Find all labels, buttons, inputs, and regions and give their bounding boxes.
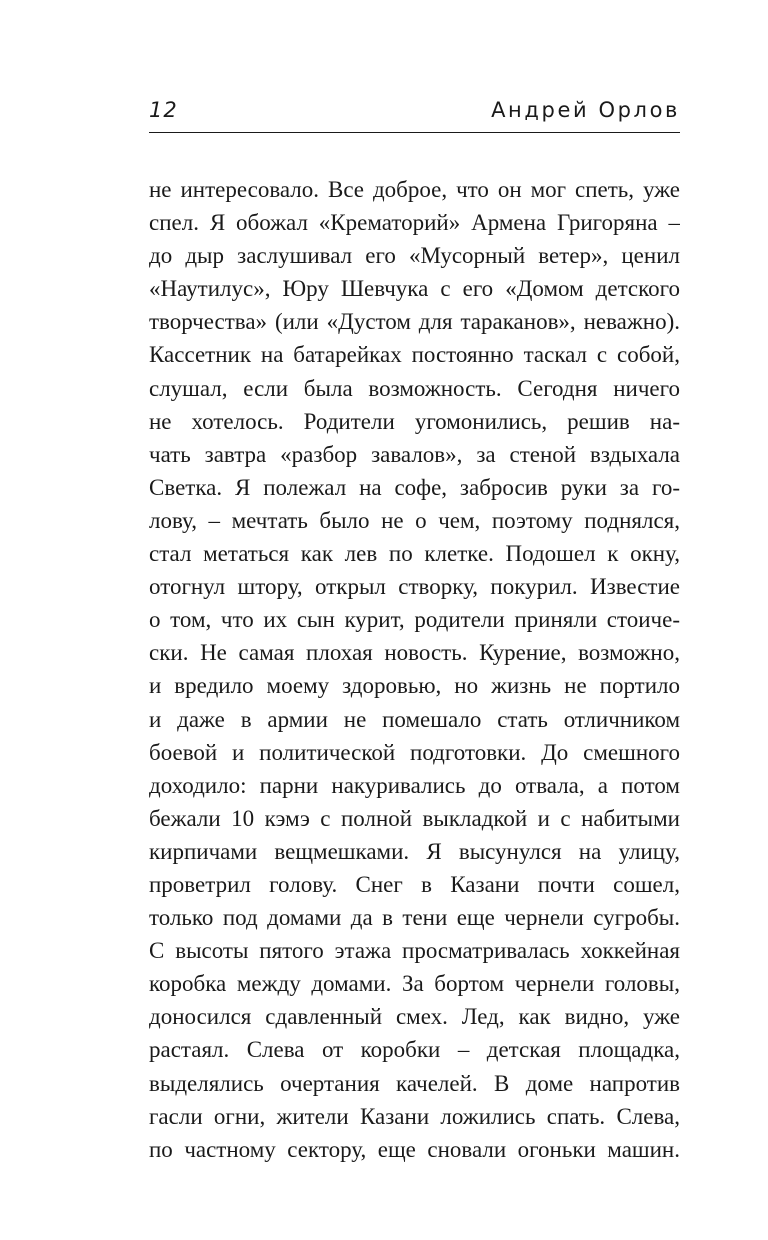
text-line: творчества» (или «Дустом для тараканов», неважно).: [149, 309, 680, 335]
text-line: «Наутилус», Юру Шевчука с его «Домом детского: [149, 276, 680, 302]
text-line: боевой и политической подготовки. До смешного: [149, 739, 680, 765]
text-line: лову, – мечтать было не о чем, поэтому поднялся,: [149, 507, 680, 533]
text-line: чать завтра «разбор завалов», за стеной вздыхала: [149, 441, 680, 467]
text-line: по частному сектору, еще сновали огоньки машин.: [149, 1136, 680, 1162]
text-line: доходило: парни накуривались до отвала, а потом: [149, 772, 680, 798]
text-line: выделялись очертания качелей. В доме напротив: [149, 1070, 680, 1096]
text-line: не интересовало. Все доброе, что он мог спеть, уже: [149, 177, 680, 202]
text-line: только под домами да в тени еще чернели сугробы.: [149, 905, 680, 931]
text-line: гасли огни, жители Казани ложились спать. Слева,: [149, 1103, 680, 1129]
page-number: 12: [149, 98, 178, 122]
text-line: бежали 10 кэмэ с полной выкладкой и с набитыми: [149, 805, 680, 831]
text-line: до дыр заслушивал его «Мусорный ветер», ценил: [149, 243, 680, 269]
text-line: Светка. Я полежал на софе, забросив руки за го-: [149, 474, 680, 500]
text-line: отогнул штору, открыл створку, покурил. Известие: [149, 574, 680, 600]
text-line: и даже в армии не помешало стать отличником: [149, 706, 680, 732]
body-text: [149, 173, 680, 1166]
running-title: Андрей Орлов: [491, 98, 680, 122]
text-line: ски. Не самая плохая новость. Курение, возможно,: [149, 640, 680, 666]
text-line: стал метаться как лев по клетке. Подошел к окну,: [149, 541, 680, 567]
text-line: спел. Я обожал «Крематорий» Армена Григоряна –: [149, 210, 680, 236]
text-line: С высоты пятого этажа просматривалась хоккейная: [149, 938, 680, 964]
text-line: коробка между домами. За бортом чернели головы,: [149, 971, 680, 997]
text-line: проветрил голову. Снег в Казани почти сошел,: [149, 871, 680, 897]
text-line: не хотелось. Родители угомонились, решив на-: [149, 408, 680, 434]
text-line: о том, что их сын курит, родители приняли стоиче-: [149, 607, 680, 633]
text-line: доносился сдавленный смех. Лед, как видно, уже: [149, 1004, 680, 1030]
text-line: кирпичами вещмешками. Я высунулся на улицу,: [149, 838, 680, 864]
text-line: Кассетник на батарейках постоянно таскал с собой,: [149, 342, 680, 368]
text-line: и вредило моему здоровью, но жизнь не портило: [149, 673, 680, 699]
text-line: слушал, если была возможность. Сегодня ничего: [149, 375, 680, 401]
page-header: [149, 98, 680, 133]
text-line: растаял. Слева от коробки – детская площадка,: [149, 1037, 680, 1063]
